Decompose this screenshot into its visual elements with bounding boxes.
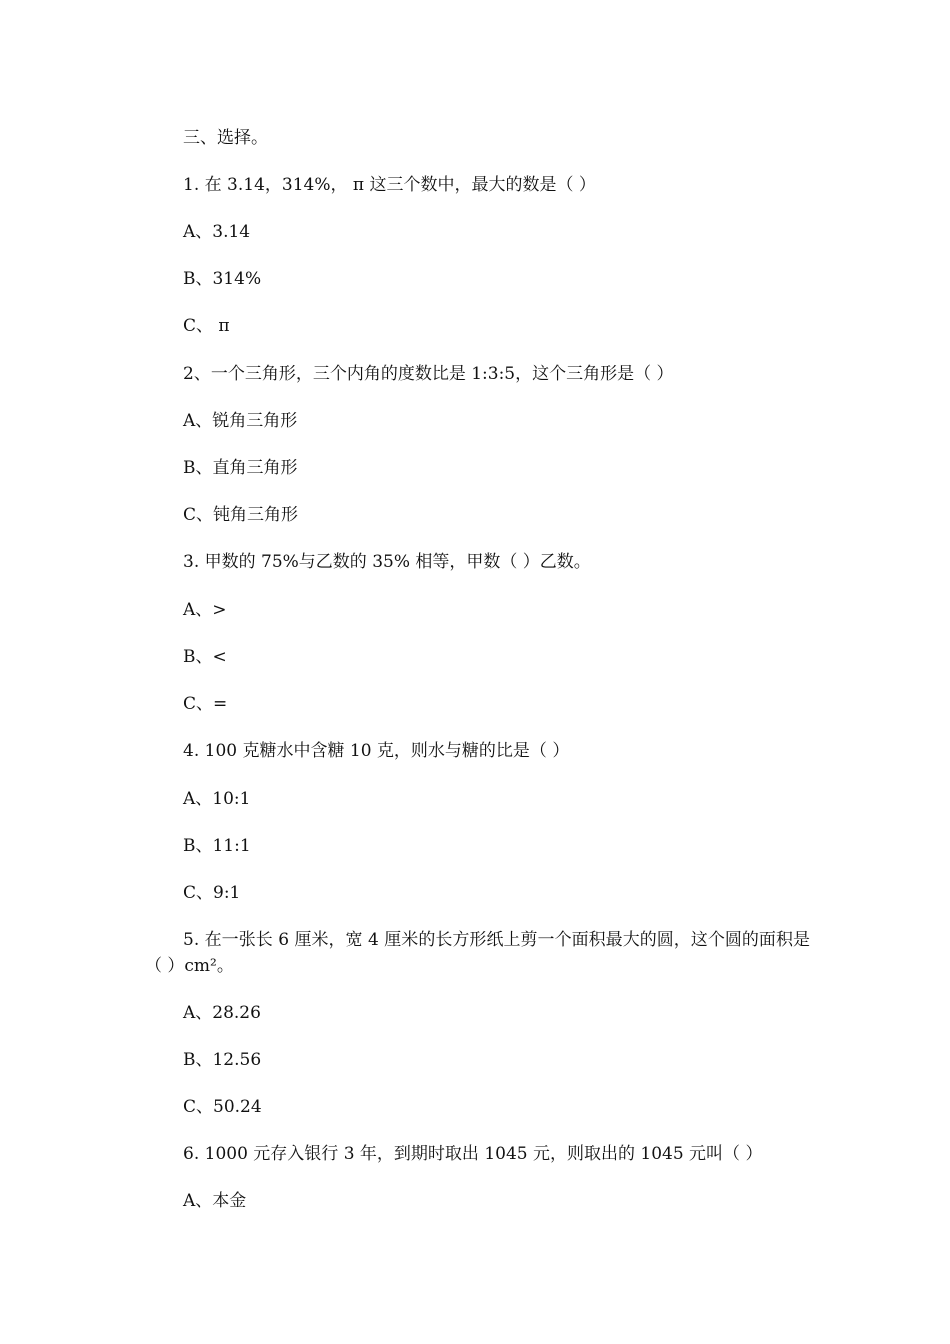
question-5-option-c: C、50.24 — [183, 1097, 262, 1117]
question-2-option-b: B、直角三角形 — [183, 458, 298, 478]
question-3-option-a: A、> — [183, 600, 227, 620]
question-6-option-a: A、本金 — [183, 1191, 247, 1211]
question-1-option-a: A、3.14 — [183, 222, 251, 242]
question-5-option-a: A、28.26 — [183, 1003, 261, 1023]
question-2-option-a: A、锐角三角形 — [183, 411, 298, 431]
question-5-option-b: B、12.56 — [183, 1050, 262, 1070]
question-4-option-b: B、11:1 — [183, 836, 251, 856]
question-1-option-b: B、314% — [183, 269, 262, 289]
question-3-option-c: C、= — [183, 694, 228, 714]
question-3-stem: 3. 甲数的 75%与乙数的 35% 相等，甲数（ ）乙数。 — [183, 552, 591, 572]
question-6-stem: 6. 1000 元存入银行 3 年，到期时取出 1045 元，则取出的 1045 元叫（ ） — [183, 1144, 763, 1164]
question-4-option-c: C、9:1 — [183, 883, 241, 903]
question-2-option-c: C、钝角三角形 — [183, 505, 299, 525]
question-5-stem: 5. 在一张长 6 厘米，宽 4 厘米的长方形纸上剪一个面积最大的圆，这个圆的面积是（ ）cm²。 — [145, 930, 810, 976]
question-2-stem: 2、一个三角形，三个内角的度数比是 1:3:5，这个三角形是（ ） — [183, 364, 674, 384]
question-4-stem: 4. 100 克糖水中含糖 10 克，则水与糖的比是（ ） — [183, 741, 570, 761]
question-1-option-c: C、 π — [183, 316, 230, 336]
question-1-stem: 1. 在 3.14，314%， π 这三个数中，最大的数是（ ） — [183, 175, 596, 195]
question-4-option-a: A、10:1 — [183, 789, 251, 809]
question-3-option-b: B、< — [183, 647, 227, 667]
section-title: 三、选择。 — [183, 128, 268, 148]
